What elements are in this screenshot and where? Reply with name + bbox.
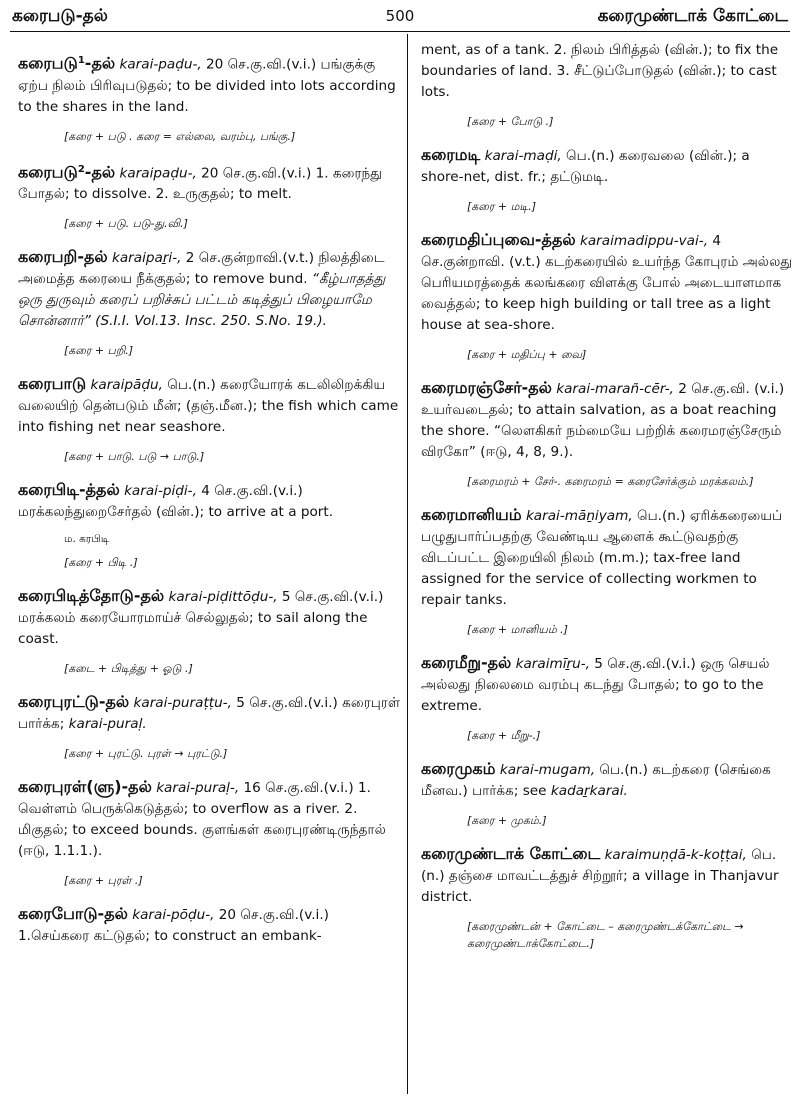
headword: கரைமீறு-தல் — [421, 653, 512, 672]
definition: 5 செ.கு.வி.(v.i.) கரைபுரள் பார்க்க; — [18, 695, 401, 733]
definition: பெ.(n.) தஞ்சை மாவட்டத்துச் சிற்றூர்; a village in Thanjavur district. — [421, 847, 779, 905]
headword: கரைமானியம் — [421, 505, 522, 524]
transliteration: karai-marañ-cēr-, — [556, 381, 674, 397]
page-header — [0, 0, 800, 30]
header-left-guideword: கரைபடு-தல் — [12, 6, 108, 26]
dictionary-entry — [421, 377, 793, 463]
definition: 16 செ.கு.வி.(v.i.) 1. வெள்ளம் பெருக்கெடுத்தல்; to overflow as a river. 2. மிகுதல்; to exceed bounds. குளங்கள் கரைபுரண்டிருந்தால் (ஈடு, 1.1.1.). — [18, 780, 386, 860]
transliteration: karai-pōḍu-, — [132, 907, 215, 924]
definition: பெ.(n.) கடற்கரை (செங்கை மீனவ.) பார்க்க; see — [421, 762, 771, 799]
transliteration: karai-piḍi-, — [124, 483, 197, 500]
transliteration: karai-māṉiyam, — [525, 508, 633, 524]
headword: கரைமுண்டாக் கோட்டை — [421, 844, 601, 863]
etymology: [கடை + பிடித்து + ஓடு .] — [64, 662, 193, 676]
definition: 5 செ.கு.வி.(v.i.) மரக்கலம் கரையோரமாய்ச் செல்லுதல்; to sail along the coast. — [18, 589, 384, 648]
see-reference: karai-puraḷ. — [68, 716, 147, 733]
definition: 20 செ.கு.வி.(v.i.) பங்குக்கு ஏற்ப நிலம் பிரிவுபடுதல்; to be divided into lots according to the shares in the land. — [18, 56, 396, 115]
dictionary-entry — [18, 776, 402, 862]
dictionary-entry — [18, 691, 402, 735]
headword: கரைபறி-தல் — [18, 247, 108, 267]
headword: கரைபோடு-தல் — [18, 904, 128, 924]
continued-definition: ment, as of a tank. 2. நிலம் பிரித்தல் (வின்.); to fix the boundaries of land. 3. சீட்டுப்போடுதல் (வின்.); to cast lots. — [421, 42, 779, 100]
homonym-number: 2 — [77, 163, 85, 175]
etymology: [கரை + பறி.] — [64, 344, 134, 358]
etymology: [கரை + மானியம் .] — [467, 623, 568, 636]
transliteration: karaipāḍu, — [90, 377, 163, 394]
page-number: 500 — [385, 7, 415, 25]
definition: 2 செ.கு.வி. (v.i.) உயர்வடைதல்; to attain salvation, as a boat reaching the shore. “லௌகிகர் நம்மையே பற்றிக் கரைமரஞ்சேரும் விரகோ” (ஈடு, 4, 8, 9.). — [421, 381, 785, 460]
dictionary-entry — [421, 504, 793, 611]
headword: கரைபிடி-த்தல் — [18, 480, 120, 500]
header-right-guideword: கரைமுண்டாக் கோட்டை — [597, 6, 788, 26]
headword: கரைமரஞ்சேர்-தல் — [421, 378, 552, 397]
etymology: [கரை + படு. படு-து.வி.] — [64, 217, 188, 231]
etymology: [கரை + புரட்டு. புரள் → புரட்டு.] — [64, 747, 228, 761]
dictionary-entry — [18, 50, 402, 118]
headword: கரைபுரள்(ளு)-தல் — [18, 777, 152, 797]
transliteration: karai-mugam, — [499, 762, 596, 778]
etymology: [கரைமரம் + சேர்-. கரைமரம் = கரைசேர்க்கும் மரக்கலம்.] — [467, 475, 754, 488]
see-reference: kadaṟkarai. — [550, 783, 628, 799]
definition: 5 செ.கு.வி.(v.i.) ஒரு செயல் அல்லது நிலைமை வரம்பு கடந்து போதல்; to go to the extreme. — [421, 656, 770, 714]
transliteration: karaimīṟu-, — [515, 656, 590, 672]
homonym-number: 1 — [77, 55, 85, 66]
dictionary-entry — [421, 652, 793, 717]
definition: 4 செ.கு.வி.(v.i.) மரக்கலந்துறைசேர்தல் (வின்.); to arrive at a port. — [18, 483, 334, 521]
definition: 4 செ.குன்றாவி. (v.t.) கடற்கரையில் உயர்ந்த கோபுரம் அல்லது பெரியமரத்தைக் கலங்கரை விளக்கு போல் அடையாளமாக வைத்தல்; to keep high building or tall tree as a light house at sea-shore. — [421, 233, 793, 333]
headword: கரைபடு — [18, 162, 78, 182]
etymology: [கரை + பாடு. படு → பாடு.] — [64, 450, 205, 464]
etymology: [கரை + மடி.] — [467, 200, 537, 213]
dictionary-entry — [18, 585, 402, 650]
left-column — [18, 50, 402, 959]
cognate: ம. கரபிடி — [64, 533, 110, 546]
etymology: [கரை + மதிப்பு + வை] — [467, 348, 587, 361]
transliteration: karai-paḍu-, — [119, 56, 202, 73]
transliteration: karaimadippu-vai-, — [579, 233, 709, 249]
etymology: [கரை + பிடி .] — [64, 556, 138, 570]
header-rule — [10, 31, 790, 32]
headword: கரைமடி — [421, 145, 481, 164]
dictionary-entry — [18, 903, 402, 947]
headword-suffix: -தல் — [84, 53, 116, 73]
etymology: [கரை + புரள் .] — [64, 874, 143, 888]
transliteration: karai-maḍi, — [484, 148, 562, 164]
etymology: [கரை + படு . கரை = எல்லை, வரம்பு, பங்கு.] — [64, 129, 296, 143]
etymology: [கரை + முகம்.] — [467, 814, 547, 827]
headword: கரைமுகம் — [421, 759, 496, 778]
definition: 20 செ.கு.வி.(v.i.) 1. கரைந்து போதல்; to dissolve. 2. உருகுதல்; to melt. — [18, 165, 382, 203]
transliteration: karaimuṇḍā-k-koṭṭai, — [604, 847, 747, 863]
transliteration: karaipaḍu-, — [119, 165, 197, 182]
dictionary-entry — [18, 246, 402, 332]
headword: கரைபாடு — [18, 374, 87, 394]
definition: பெ.(n.) ஏரிக்கரையைப் பழுதுபார்ப்பதற்கு வேண்டிய ஆளைக் கூட்டுவதற்கு விடப்பட்ட இறையிலி நிலம் (m.m.); tax-free land assigned for the service of collecting workmen to repair tanks. — [421, 508, 783, 608]
dictionary-entry — [18, 373, 402, 438]
headword: கரைமதிப்புவை-த்தல் — [421, 230, 576, 249]
definition: 20 செ.கு.வி.(v.i.) 1.செய்கரை கட்டுதல்; to construct an embank- — [18, 907, 329, 945]
right-column — [421, 40, 793, 966]
transliteration: karai-puraḷ-, — [156, 780, 240, 797]
headword: கரைபுரட்டு-தல் — [18, 692, 130, 712]
headword: கரைபடு — [18, 53, 78, 73]
headword: கரைபிடித்தோடு-தல் — [18, 586, 165, 606]
etymology: [கரை + மீறு-.] — [467, 729, 541, 742]
transliteration: karai-piḍittōḍu-, — [168, 589, 278, 606]
etymology: [கரை + போடு .] — [467, 115, 554, 128]
dictionary-entry — [421, 144, 793, 188]
definition: 2 செ.குன்றாவி.(v.t.) நிலத்திடை அமைத்த கரையை நீக்குதல்; to remove bund. — [18, 250, 385, 288]
citation-quote: “கீழ்பாதத்து ஒரு துருவும் கரைப் பறிச்சுப் பட்டம் கடித்துப் பிழையாமே சொன்னார்” (S.I.I. Vol.13. Insc. 250. S.No. 19.). — [18, 271, 386, 330]
transliteration: karaipaṟi-, — [111, 250, 182, 267]
definition: பெ.(n.) கரைவலை (வின்.); a shore-net, dist. fr.; தட்டுமடி. — [421, 148, 750, 185]
dictionary-entry — [421, 758, 793, 802]
dictionary-entry — [18, 479, 402, 523]
column-divider — [407, 34, 408, 1094]
definition: பெ.(n.) கரையோரக் கடலிலிறக்கிய வலையிற் தென்படும் மீன்; (தஞ்.மீன.); the fish which came into fishing net near seashore. — [18, 377, 399, 436]
dictionary-entry — [18, 159, 402, 206]
dictionary-entry — [421, 229, 793, 336]
etymology: [கரைமுண்டன் + கோட்டை – கரைமுண்டக்கோட்டை → கரைமுண்டாக்கோட்டை.] — [467, 920, 744, 950]
headword-suffix: -தல் — [84, 162, 116, 182]
dictionary-entry — [421, 843, 793, 908]
transliteration: karai-puraṭṭu-, — [133, 695, 232, 712]
